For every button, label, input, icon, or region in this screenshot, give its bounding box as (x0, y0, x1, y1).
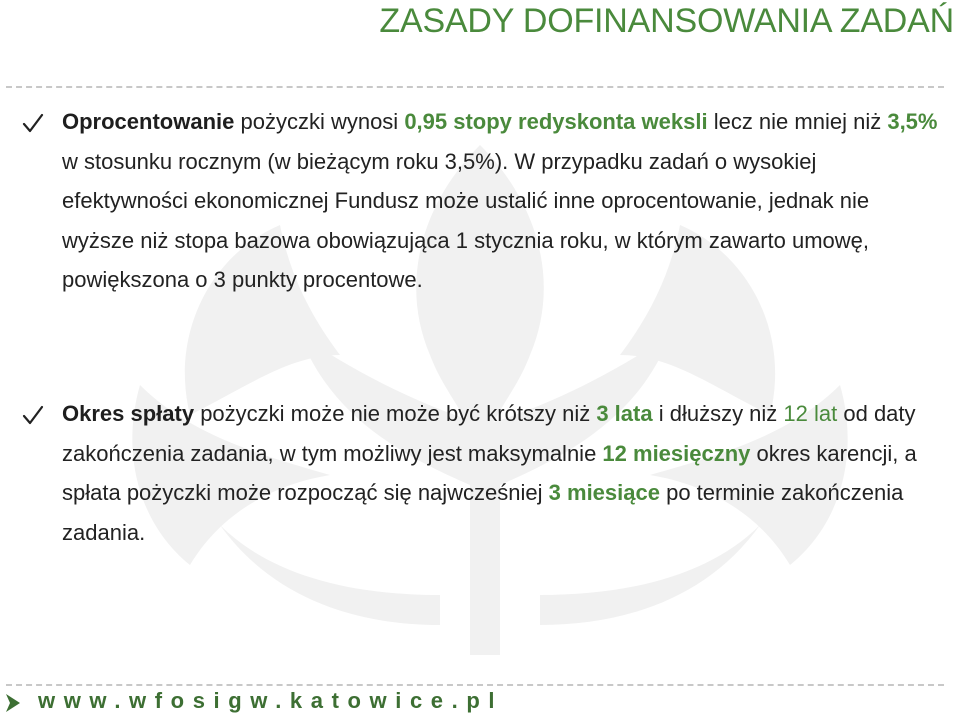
bottom-divider (6, 684, 944, 686)
bullet-text-highlight: 12 lat (783, 401, 838, 426)
bullet-text: i dłuższy niż (652, 401, 784, 426)
check-icon (22, 112, 44, 134)
bullet-text-key: Oprocentowanie (62, 109, 235, 134)
bullet-text: lecz nie mniej niż (707, 109, 888, 134)
check-icon (22, 404, 44, 426)
bullet-text: pożyczki wynosi (234, 109, 405, 134)
slide-title: ZASADY DOFINANSOWANIA ZADAŃ (379, 2, 954, 40)
arrow-right-icon (4, 692, 22, 714)
bullet-text-highlight: 12 miesięczny (602, 440, 751, 466)
bullet-text-highlight: 0,95 stopy redyskonta weksli (404, 109, 708, 134)
bullet-text-highlight: 3,5% (887, 109, 938, 134)
footer-url-link[interactable]: www.wfosigw.katowice.pl (38, 688, 504, 713)
top-divider (6, 86, 944, 88)
bullet-okres-splaty (62, 394, 942, 552)
bullet-text: od daty zakończenia zadania, w tym możliwy jest maksymalnie (62, 401, 916, 466)
bullet-text-highlight: 3 lata (596, 401, 653, 426)
bullet-text-highlight: 3 miesiące (548, 480, 660, 505)
bullet-text: pożyczki może nie może być krótszy niż (194, 401, 597, 426)
bullet-text: po terminie zakończenia zadania. (62, 480, 904, 545)
bullet-oprocentowanie (62, 102, 942, 300)
bullet-text: okres karencji, a spłata pożyczki może rozpocząć się najwcześniej (62, 440, 917, 505)
bullet-text-key: Okres spłaty (62, 401, 195, 426)
bullet-text: w stosunku rocznym (w bieżącym roku 3,5%). W przypadku zadań o wysokiej efektywności ekonomicznej Fundusz może ustalić inne oprocentowanie, jednak nie wyższe niż stopa bazowa obowiązująca 1 stycznia roku, w którym zawarto umowę, powiększona o 3 punkty procentowe. (62, 148, 870, 292)
